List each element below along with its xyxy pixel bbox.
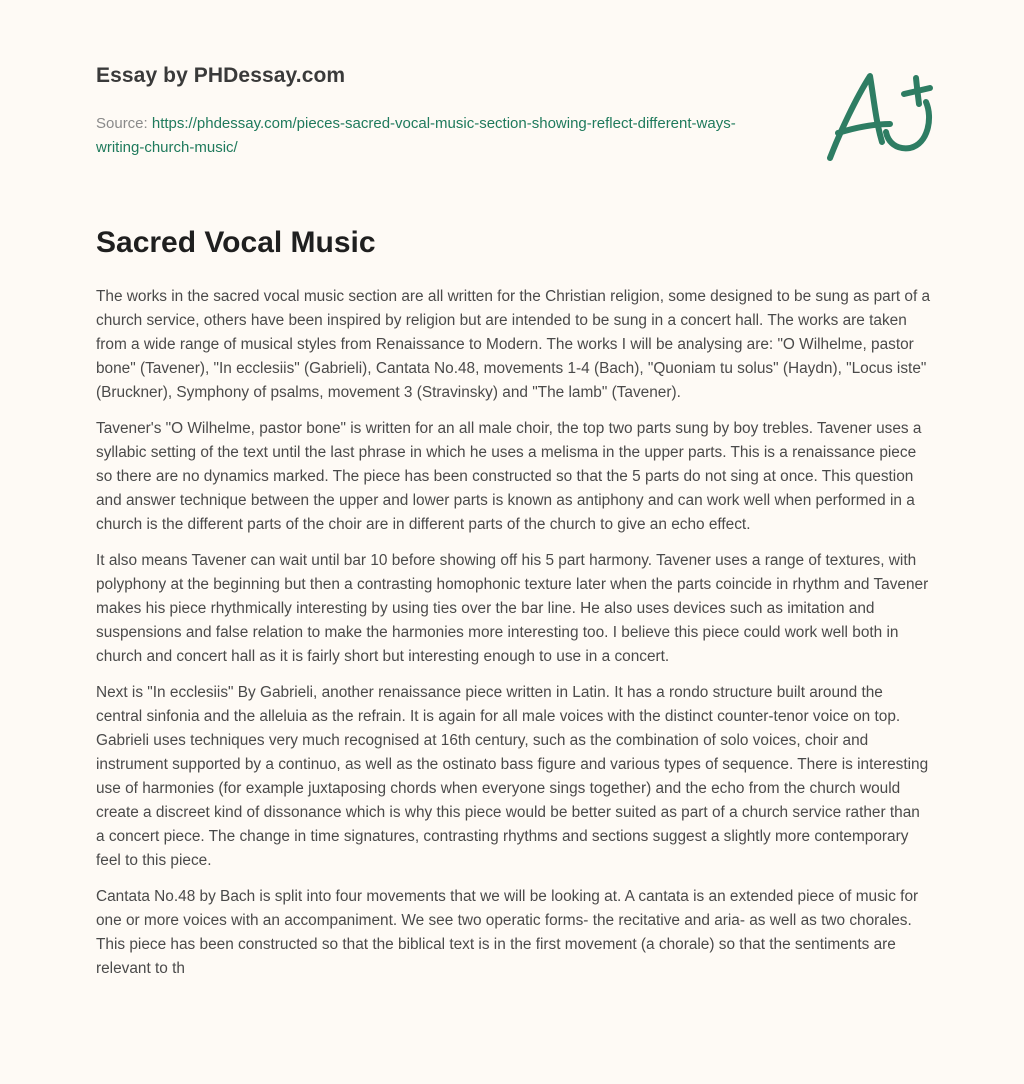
paragraph: Next is "In ecclesiis" By Gabrieli, another renaissance piece written in Latin. It has a rondo structure built around the central sinfonia and the alleluia as the refrain. It is again for all male voices with the distinct counter-tenor voice on top. Gabrieli uses techniques very much recognised at 16th century, such as the combination of solo voices, choir and instrument supported by a continuo, as well as the ostinato bass figure and various types of sequence. There is interesting use of harmonies (for example juxtaposing chords when everyone sings together) and the echo from the church would create a discreet kind of dissonance which is why this piece would be better suited as part of a church service rather than a concert piece. The change in time signatures, contrasting rhythms and sections suggest a slightly more contemporary feel to this piece. — [96, 684, 929, 869]
essay-title: Sacred Vocal Music — [96, 226, 376, 259]
essay-body — [96, 285, 932, 993]
source-label: Source: — [96, 115, 148, 132]
a-plus-grade-icon — [818, 66, 936, 166]
paragraph: The works in the sacred vocal music section are all written for the Christian religion, some designed to be sung as part of a church service, others have been inspired by religion but are intended to be sung in a concert hall. The works are taken from a wide range of musical styles from Renaissance to Modern. The works I will be analysing are: "O Wilhelme, pastor bone" (Tavener), "In ecclesiis" (Gabrieli), Cantata No.48, movements 1-4 (Bach), "Quoniam tu solus" (Haydn), "Locus iste" (Bruckner), Symphony of psalms, movement 3 (Stravinsky) and "The lamb" (Tavener). — [96, 288, 931, 401]
paragraph: Tavener's "O Wilhelme, pastor bone" is written for an all male choir, the top two parts sung by boy trebles. Tavener uses a syllabic setting of the text until the last phrase in which he uses a melisma in the upper parts. This is a renaissance piece so there are no dynamics marked. The piece has been constructed so that the 5 parts do not sing at once. This question and answer technique between the upper and lower parts is known as antiphony and can work well when performed in a church is the different parts of the choir are in different parts of the church to give an echo effect. — [96, 420, 922, 533]
site-title: Essay by PHDessay.com — [96, 64, 346, 87]
source-link[interactable]: https://phdessay.com/pieces-sacred-vocal-music-section-showing-reflect-different-ways-writing-church-music/ — [96, 115, 736, 156]
source-line — [96, 112, 736, 160]
paragraph: It also means Tavener can wait until bar 10 before showing off his 5 part harmony. Tavener uses a range of textures, with polyphony at the beginning but then a contrasting homophonic texture later when the parts coincide in rhythm and Tavener makes his piece rhythmically interesting by using ties over the bar line. He also uses devices such as imitation and suspensions and false relation to make the harmonies more interesting too. I believe this piece could work well both in church and concert hall as it is fairly short but interesting enough to use in a concert. — [96, 552, 929, 665]
paragraph: Cantata No.48 by Bach is split into four movements that we will be looking at. A cantata is an extended piece of music for one or more voices with an accompaniment. We see two operatic forms- the recitative and aria- as well as two chorales. This piece has been constructed so that the biblical text is in the first movement (a chorale) so that the sentiments are relevant to th — [96, 888, 919, 977]
